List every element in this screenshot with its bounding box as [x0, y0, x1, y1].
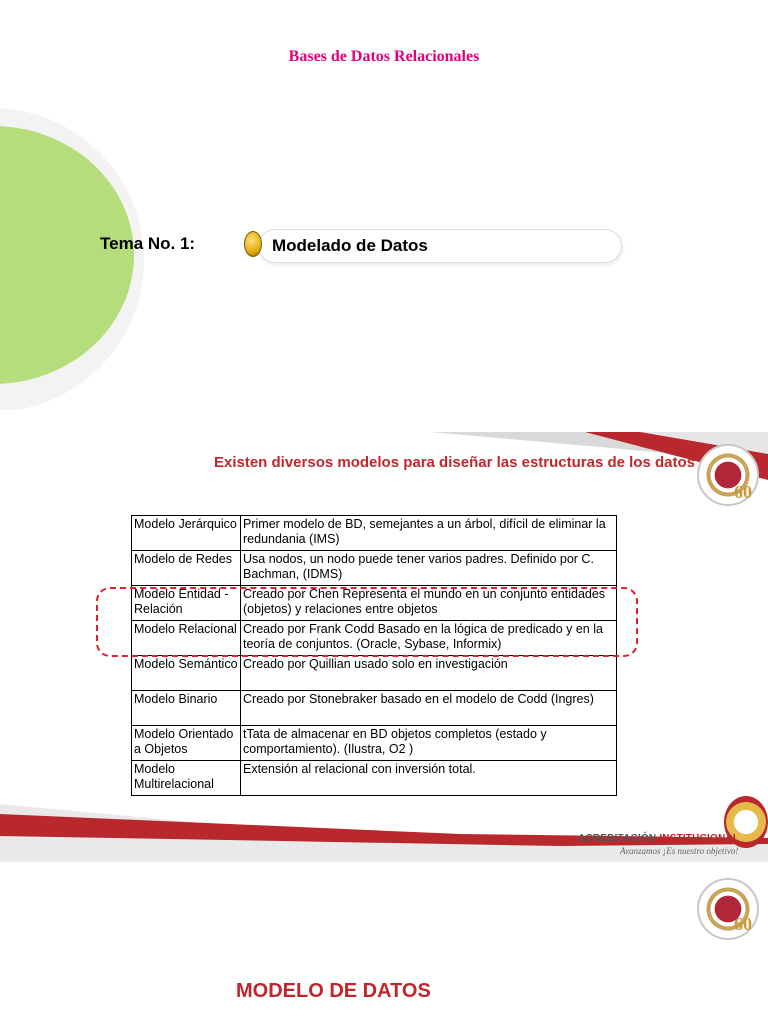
topic-title: Modelado de Datos: [272, 236, 428, 255]
table-row: [132, 726, 617, 761]
slide-title: MODELO DE DATOS: [236, 980, 431, 1002]
slide-3: [0, 862, 768, 1024]
model-description-cell: Extensión al relacional con inversión total.: [241, 761, 617, 796]
model-description-cell: Creado por Frank Codd Basado en la lógica de predicado y en la teoría de conjuntos. (Oracle, Sybase, Informix): [241, 621, 617, 656]
tema-label: Tema No. 1:: [100, 234, 196, 253]
model-name-cell: Modelo Multirelacional: [132, 761, 241, 796]
model-description-cell: Usa nodos, un nodo puede tener varios padres. Definido por C. Bachman, (IDMS): [241, 551, 617, 586]
table-row: [132, 691, 617, 726]
page-title: Bases de Datos Relacionales: [288, 48, 480, 65]
table-row: [132, 656, 617, 691]
slide-heading: Existen diversos modelos para diseñar las estructuras de los datos: [213, 454, 695, 471]
model-name-cell: Modelo de Redes: [132, 551, 241, 586]
table-row: [132, 761, 617, 796]
gold-bullet-icon: [244, 231, 262, 257]
anniversary-60-label: 60: [734, 914, 752, 934]
table-row: [132, 516, 617, 551]
accreditation-label: [578, 833, 739, 844]
slide-2: [0, 432, 768, 862]
highlight-dashed-box: [96, 587, 638, 657]
table-row: [132, 551, 617, 586]
accreditation-tagline: Avanzamos ¡Es nuestro objetivo!: [620, 846, 739, 856]
accreditation-label-part2: INSTITUCIONAL: [659, 833, 740, 844]
model-name-cell: Modelo Entidad - Relación: [132, 586, 241, 621]
accreditation-label-part1: ACREDITACIÓN: [578, 833, 660, 844]
model-name-cell: Modelo Semántico: [132, 656, 241, 691]
model-name-cell: Modelo Binario: [132, 691, 241, 726]
model-name-cell: Modelo Relacional: [132, 621, 241, 656]
model-description-cell: Creado por Chen Representa el mundo en un conjunto entidades (objetos) y relaciones entre objetos: [241, 586, 617, 621]
slide-1: [0, 0, 768, 410]
anniversary-60-label: 60: [734, 482, 752, 502]
model-description-cell: tTata de almacenar en BD objetos completos (estado y comportamiento). (Ilustra, O2 ): [241, 726, 617, 761]
model-description-cell: Primer modelo de BD, semejantes a un árbol, difícil de eliminar la redundania (IMS): [241, 516, 617, 551]
model-name-cell: Modelo Jerárquico: [132, 516, 241, 551]
model-description-cell: Creado por Stonebraker basado en el modelo de Codd (Ingres): [241, 691, 617, 726]
model-name-cell: Modelo Orientado a Objetos: [132, 726, 241, 761]
model-description-cell: Creado por Quillian usado solo en investigación: [241, 656, 617, 691]
